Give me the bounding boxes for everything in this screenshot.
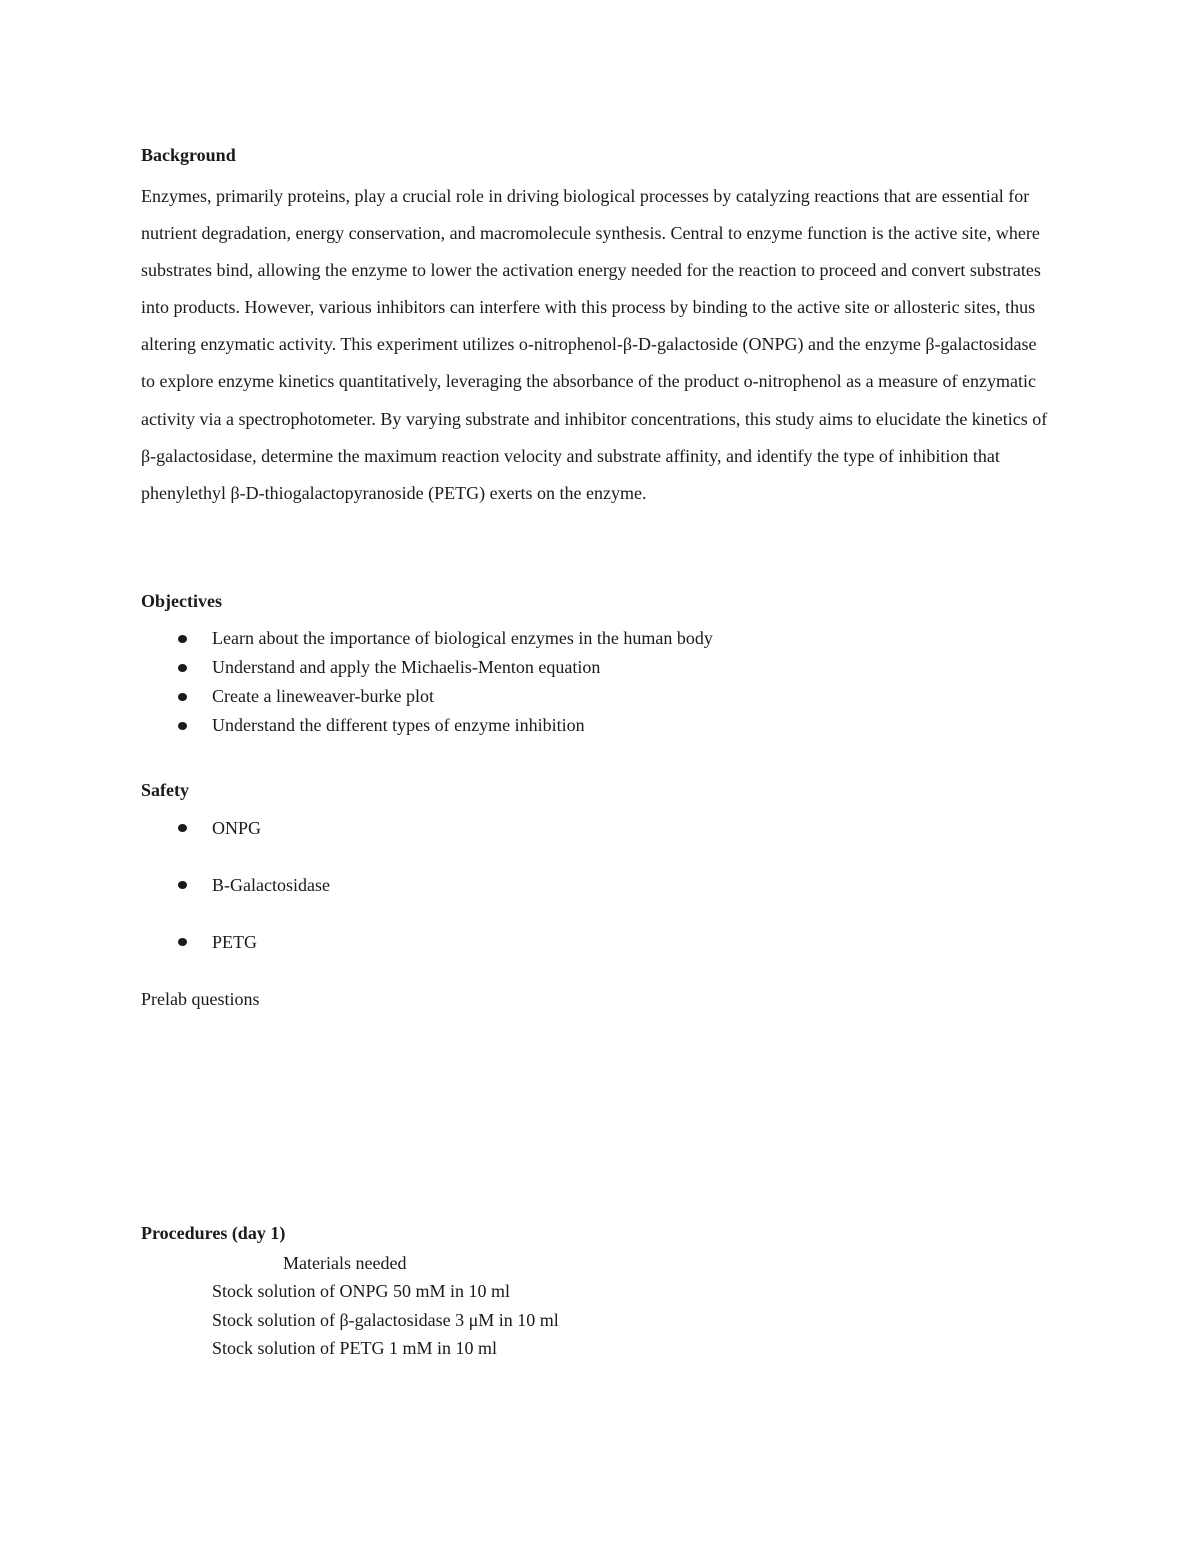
list-item: [141, 653, 1041, 682]
safety-text: B-Galactosidase: [212, 875, 330, 895]
background-paragraph: Enzymes, primarily proteins, play a crucial role in driving biological processes by catalyzing reactions that are essential for nutrient degradation, energy conservation, and macromolecule synthesis. Central to enzyme function is the active site, where substrates bind, allowing the enzyme to lower the activation energy needed for the reaction to proceed and convert substrates into products. However, various inhibitors can interfere with this process by binding to the active site or allosteric sites, thus altering enzymatic activity. This experiment utilizes o-nitrophenol-β-D-galactoside (ONPG) and the enzyme β-galactosidase to explore enzyme kinetics quantitatively, leveraging the absorbance of the product o-nitrophenol as a measure of enzymatic activity via a spectrophotometer. By varying substrate and inhibitor concentrations, this study aims to elucidate the kinetics of β-galactosidase, determine the maximum reaction velocity and substrate affinity, and identify the type of inhibition that phenylethyl β-D-thiogalactopyranoside (PETG) exerts on the enzyme.: [141, 186, 1048, 503]
safety-text: ONPG: [212, 818, 262, 838]
bullet-icon: [178, 722, 187, 730]
bullet-icon: [178, 664, 187, 672]
objective-text: Understand the different types of enzyme inhibition: [212, 715, 585, 735]
procedures-heading: Procedures (day 1): [141, 1223, 286, 1243]
list-item: [141, 682, 1041, 711]
bullet-icon: [178, 635, 187, 643]
safety-list: [141, 817, 1041, 988]
material-item: Stock solution of β-galactosidase 3 μM in 10 ml: [212, 1309, 559, 1330]
background-heading: Background: [141, 145, 236, 165]
bullet-icon: [178, 693, 187, 701]
materials-block: [212, 1249, 559, 1363]
prelab-label: Prelab questions: [141, 989, 260, 1009]
objectives-heading: Objectives: [141, 591, 222, 611]
bullet-icon: [178, 881, 187, 889]
material-item: Stock solution of ONPG 50 mM in 10 ml: [212, 1281, 511, 1301]
objective-text: Create a lineweaver-burke plot: [212, 686, 435, 706]
objective-text: Understand and apply the Michaelis-Menton equation: [212, 657, 601, 677]
bullet-icon: [178, 824, 187, 832]
safety-heading: Safety: [141, 780, 189, 800]
objective-text: Learn about the importance of biological enzymes in the human body: [212, 628, 713, 648]
list-item: [141, 874, 1041, 931]
materials-title: Materials needed: [283, 1253, 407, 1273]
list-item: [141, 817, 1041, 874]
safety-text: PETG: [212, 932, 257, 952]
bullet-icon: [178, 938, 187, 946]
objectives-list: [141, 624, 1041, 740]
list-item: [141, 711, 1041, 740]
list-item: [141, 624, 1041, 653]
material-item: Stock solution of PETG 1 mM in 10 ml: [212, 1338, 498, 1358]
list-item: [141, 931, 1041, 988]
